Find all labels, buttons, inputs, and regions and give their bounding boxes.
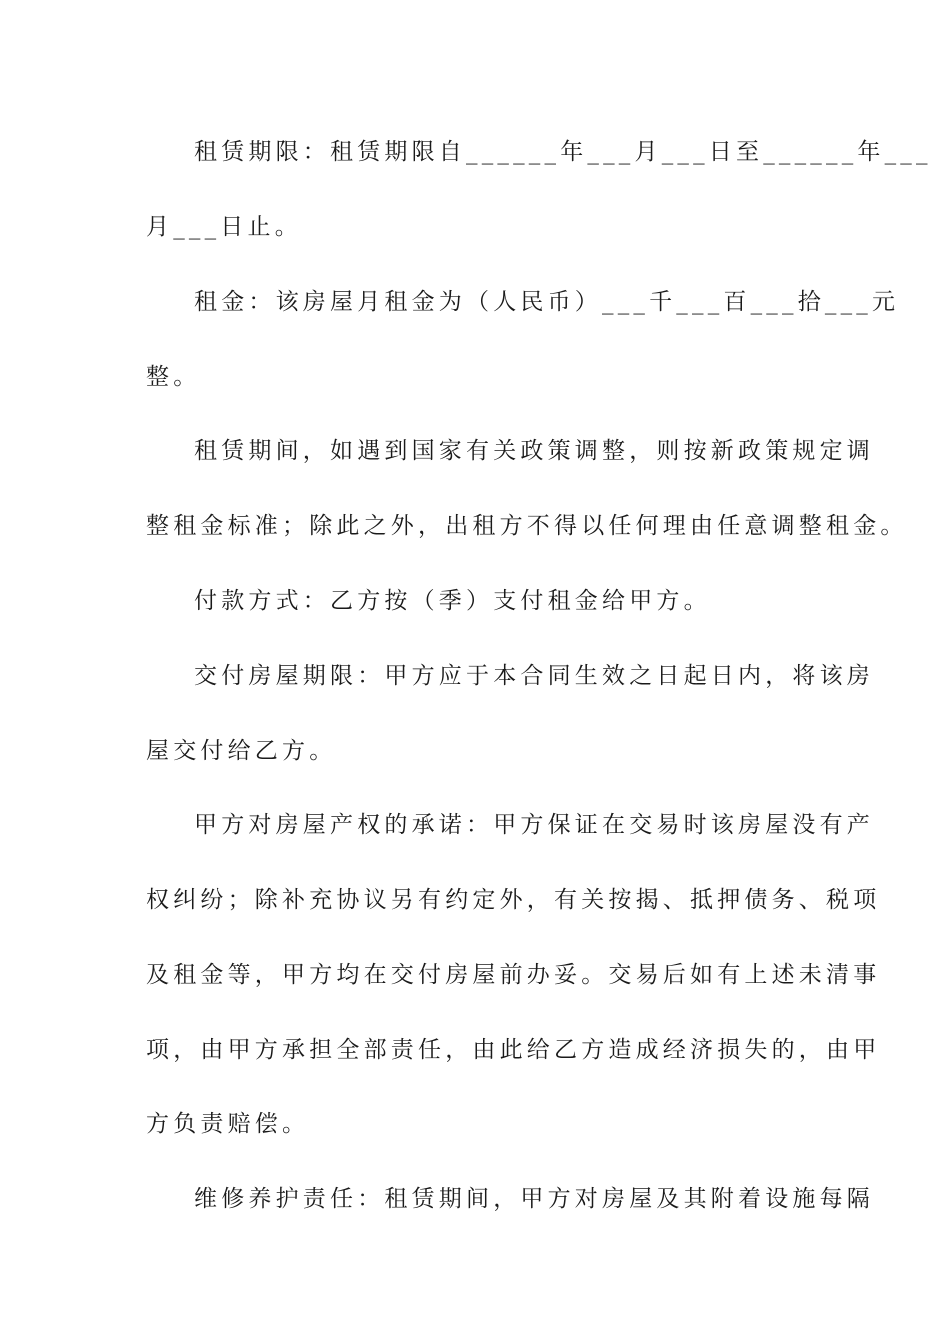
property-commitment-line-1: 甲方对房屋产权的承诺：甲方保证在交易时该房屋没有产 [194, 812, 874, 838]
property-commitment-line-3: 及租金等，甲方均在交付房屋前办妥。交易后如有上述未清事 [146, 962, 881, 988]
maintenance-line-1: 维修养护责任：租赁期间，甲方对房屋及其附着设施每隔 [194, 1186, 874, 1212]
rent-adjustment-line-2: 整租金标准；除此之外，出租方不得以任何理由任意调整租金。 [146, 513, 908, 539]
rent-line-1: 租金：该房屋月租金为（人民币）___千___百___拾___元 [194, 289, 900, 315]
lease-term-line-2: 月___日止。 [146, 214, 302, 240]
rent-adjustment-line-1: 租赁期间，如遇到国家有关政策调整，则按新政策规定调 [194, 438, 874, 464]
delivery-term-line-1: 交付房屋期限：甲方应于本合同生效之日起日内，将该房 [194, 663, 874, 689]
property-commitment-line-5: 方负责赔偿。 [146, 1111, 310, 1137]
property-commitment-line-2: 权纠纷；除补充协议另有约定外，有关按揭、抵押债务、税项 [146, 887, 881, 913]
payment-method-line: 付款方式：乙方按（季）支付租金给甲方。 [194, 588, 711, 614]
rent-line-2: 整。 [146, 364, 201, 390]
delivery-term-line-2: 屋交付给乙方。 [146, 738, 337, 764]
property-commitment-line-4: 项，由甲方承担全部责任，由此给乙方造成经济损失的，由甲 [146, 1037, 881, 1063]
lease-term-line-1: 租赁期限：租赁期限自______年___月___日至______年___ [194, 139, 932, 165]
